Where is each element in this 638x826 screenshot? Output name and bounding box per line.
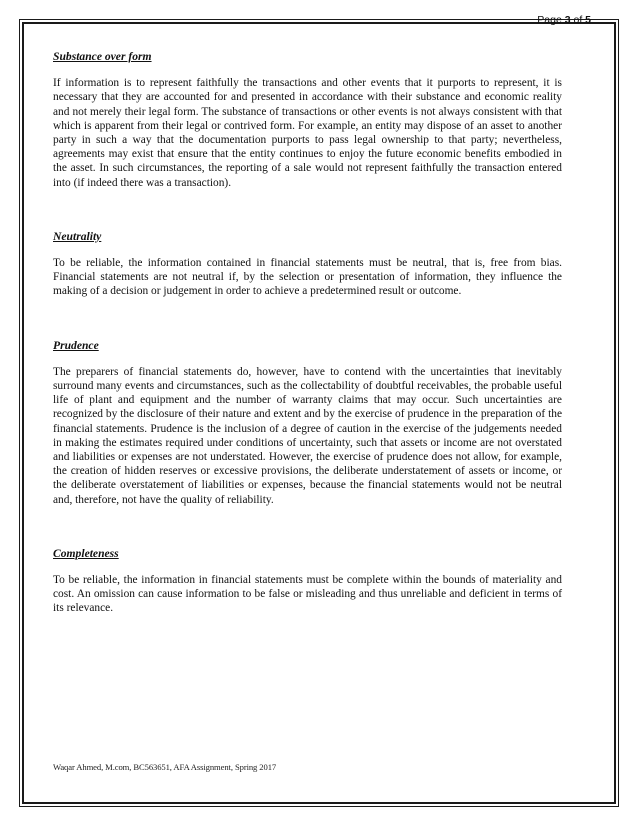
section-completeness bbox=[53, 547, 562, 616]
section-paragraph: To be reliable, the information in financial statements must be complete within the bounds of materiality and cost. An omission can cause information to be false or misleading and thus unreliable and deficient in terms of its relevance. bbox=[53, 574, 562, 615]
section-heading: Neutrality bbox=[53, 229, 102, 243]
section-heading: Substance over form bbox=[53, 50, 152, 63]
page-number-current: 3 bbox=[564, 14, 571, 26]
page-footer: Waqar Ahmed, M.com, BC563651, AFA Assignment, Spring 2017 bbox=[53, 762, 277, 772]
section-paragraph: If information is to represent faithfully the transactions and other events that it purports to represent, it is necessary that they are accounted for and presented in accordance with their substance and economic reality and not merely their legal form. The substance of transactions or other events is not always consistent with that which is apparent from their legal or contrived form. For example, an entity may dispose of an asset to another party in such a way that the documentation purports to pass legal ownership to that party; nevertheless, agreements may exist that ensure that the entity continues to enjoy the future economic benefits embodied in the asset. In such circumstances, the reporting of a sale would not represent faithfully the transaction entered into (if indeed there was a transaction). bbox=[53, 77, 562, 189]
section-spacer bbox=[53, 190, 562, 230]
section-spacer bbox=[53, 507, 562, 547]
page-number-prefix: Page bbox=[537, 14, 565, 26]
section-neutrality bbox=[53, 230, 562, 299]
section-paragraph: The preparers of financial statements do, however, have to contend with the uncertainties that inevitably surround many events and circumstances, such as the collectability of doubtful receivables, the probable useful life of plant and equipment and the number of warranty claims that may occur. Such uncertainties are recognized by the disclosure of their nature and extent and by the exercise of prudence in the preparation of the financial statements. Prudence is the inclusion of a degree of caution in the exercise of the judgements needed in making the estimates required under conditions of uncertainty, such that assets or income are not overstated and liabilities or expenses are not understated. However, the exercise of prudence does not allow, for example, the creation of hidden reserves or excessive provisions, the deliberate understatement of assets or income, or the deliberate overstatement of liabilities or expenses, because the financial statements would not be neutral and, therefore, not have the quality of reliability. bbox=[53, 365, 562, 506]
section-paragraph: To be reliable, the information contained in financial statements must be neutral, that is, free from bias. Financial statements are not neutral if, by the selection or presentation of information, they influence the making of a decision or judgement in order to achieve a predetermined result or outcome. bbox=[53, 257, 562, 298]
page-number-total: 5 bbox=[585, 14, 591, 26]
section-substance-over-form bbox=[53, 50, 562, 190]
section-prudence bbox=[53, 339, 562, 507]
section-heading: Prudence bbox=[53, 338, 99, 352]
section-spacer bbox=[53, 299, 562, 339]
document-body bbox=[53, 50, 562, 616]
page-number-separator: of bbox=[570, 14, 586, 26]
page-number bbox=[537, 14, 591, 26]
section-heading: Completeness bbox=[53, 546, 119, 560]
